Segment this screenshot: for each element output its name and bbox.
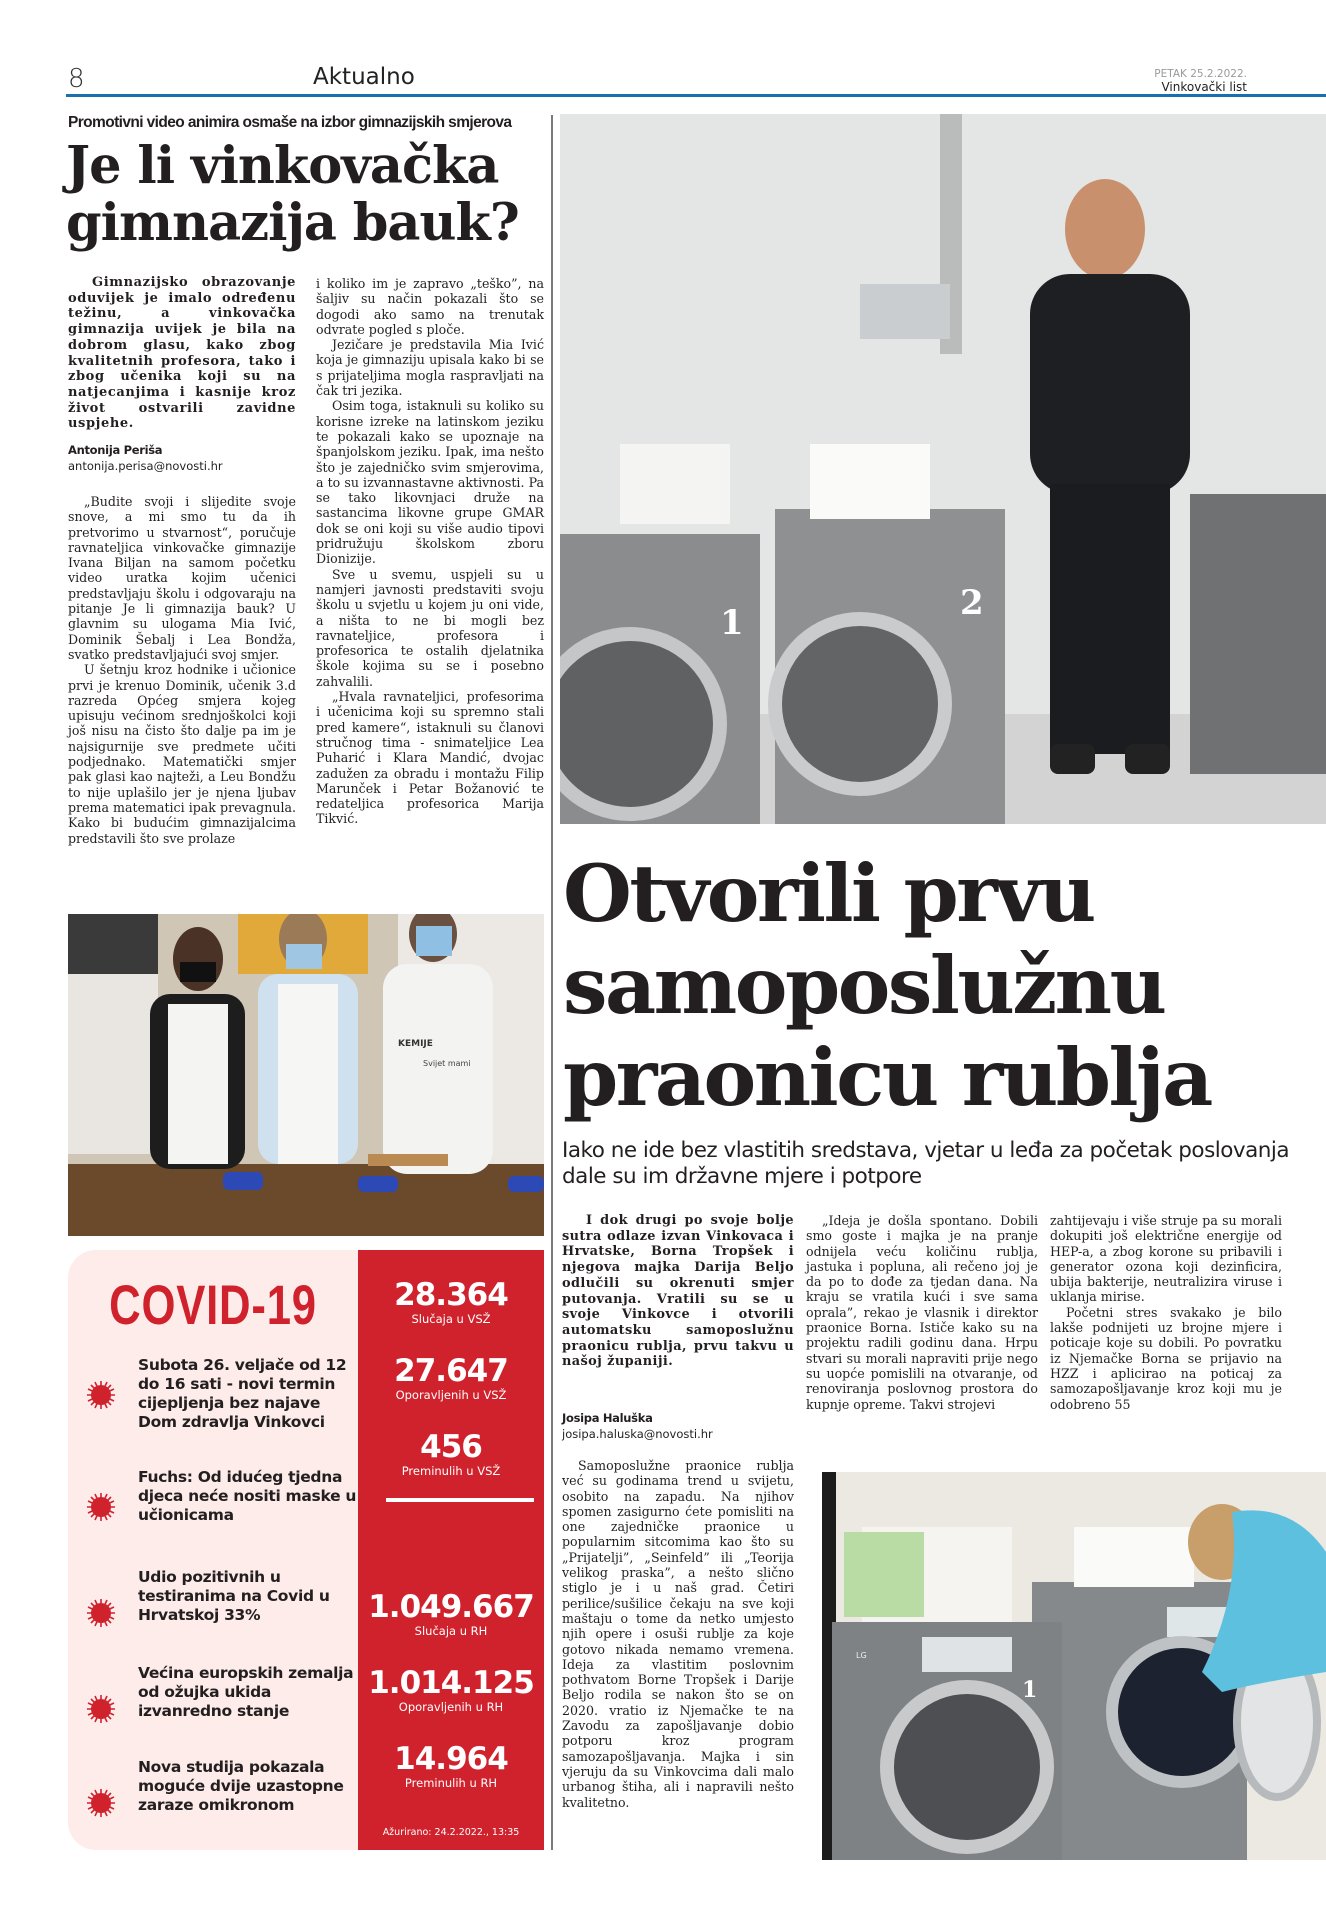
header-rule xyxy=(66,94,1326,97)
lead-paragraph: I dok drugi po svoje bolje sutra odlaze izvan Vinkovaca i Hrvatske, Borna Tropšek i njegova majka Darija Beljo odlučili su okrenuti smjer putovanja. Vratili su se u svoje Vinkovce i otvorili automatsku samoposlužnu praonicu rublja, prvu takvu u našoj županiji. xyxy=(562,1213,794,1370)
stat-county-deaths xyxy=(358,1430,544,1478)
stat-value: 27.647 xyxy=(394,1353,508,1389)
virus-icon xyxy=(86,1492,116,1522)
lead-paragraph: Gimnazijsko obrazovanje oduvijek je imalo određenu težinu, a vinkovačka gimnazija uvijek je bila na dobrom glasu, kako zbog kvalitetnih profesora, tako i zbog učenika koji su na natjecanjima i kasnije kroz život ostvarili zavidne uspjehe. xyxy=(68,275,296,432)
virus-icon xyxy=(86,1694,116,1724)
covid-news-text: Fuchs: Od idućeg tjedna djeca neće nositi maske u učionicama xyxy=(138,1468,357,1524)
stat-label: Preminulih u VSŽ xyxy=(401,1464,501,1478)
stat-country-recovered xyxy=(358,1666,544,1714)
author-email[interactable]: antonija.perisa@novosti.hr xyxy=(68,459,223,473)
covid-title: COVID-19 xyxy=(109,1273,317,1336)
body-paragraph: Osim toga, istaknuli su koliko su korisne izreke na latinskom jeziku te pokazali kako se upoznaje na španjolskom jeziku. Ipak, ima nešto što je zajedničko svim smjerovima, a to su izvannastavne aktivnosti. Pa se tako likovnjaci druže na sastancima likovne grupe GMAR dok se oni koji su više audio tipovi pridružuju školskom zboru Dionizije. xyxy=(316,398,544,567)
stat-country-deaths xyxy=(358,1742,544,1790)
author-name: Josipa Haluška xyxy=(562,1411,653,1425)
covid-news-text: Nova studija pokazala moguće dvije uzastopne zaraze omikronom xyxy=(138,1758,344,1814)
article-headline: Je li vinkovačka gimnazija bauk? xyxy=(66,136,519,253)
stat-value: 1.049.667 xyxy=(368,1589,534,1625)
stat-label: Oporavljenih u VSŽ xyxy=(395,1388,507,1402)
stat-value: 1.014.125 xyxy=(368,1665,534,1701)
stats-updated: Ažurirano: 24.2.2022., 13:35 xyxy=(382,1827,520,1838)
apron-label: KEMIJE xyxy=(398,1039,433,1049)
body-paragraph: Početni stres svakako je bilo lakše podnijeti uz brojne mjere i poticaje koje su dobili. Po povratku iz Njemačke Borna se prijavio na HZZ i aplicirao na poticaj za samozapošljavanje kroz koji mu je odobreno 55 xyxy=(1050,1304,1282,1412)
virus-icon xyxy=(86,1788,116,1818)
article-kicker: Promotivni video animira osmaše na izbor gimnazijskih smjerova xyxy=(68,114,512,131)
body-paragraph: „Ideja je došla spontano. Dobili smo goste i majka je na pranje odnijela veću količinu rublja, jastuka i popluna, ali rečeno joj je da po to dođe za tjedan dana. Na kraju se vratila kući i sve sama oprala”, rekao je vlasnik i direktor praonice Borna. Ističe kako su na projektu radili godinu dana. Hrpu stvari su morali napraviti prije nego su uopće pomislili na otvaranje, od renoviranja poslovnog prostora do kupnje opreme. Takvi strojevi xyxy=(806,1213,1038,1412)
stat-value: 28.364 xyxy=(394,1277,508,1313)
article-lead xyxy=(68,275,296,432)
covid-info-box xyxy=(68,1250,544,1850)
stat-label: Slučaja u VSŽ xyxy=(411,1312,491,1326)
machine-number: 1 xyxy=(1022,1677,1038,1703)
body-paragraph: Jezičare je predstavila Mia Ivić koja je gimnaziju upisala kako bi se s prijateljima mogla raspravljati na čak tri jezika. xyxy=(316,337,544,399)
photo-laundry-woman xyxy=(822,1472,1326,1860)
covid-news-text: Subota 26. veljače od 12 do 16 sati - novi termin cijepljenja bez najave Dom zdravlja Vinkovci xyxy=(138,1356,347,1431)
virus-icon xyxy=(86,1598,116,1628)
publication-name: Vinkovački list xyxy=(1161,80,1247,94)
byline xyxy=(68,442,223,474)
byline xyxy=(562,1410,713,1442)
author-name: Antonija Periša xyxy=(68,443,163,457)
body-paragraph: Sve u svemu, uspjeli su u namjeri javnosti predstaviti svoju školu u svjetlu u kojem ju oni vide, a ništa to ne bi mogli bez ravnateljice, profesora i profesorica te ostalih djelatnika škole kojima su se i posebno zahvalili. xyxy=(316,566,544,689)
stat-county-recovered xyxy=(358,1354,544,1402)
article-lead xyxy=(562,1213,794,1370)
section-title: Aktualno xyxy=(313,64,415,90)
body-paragraph: „Hvala ravnateljici, profesorima i učenicima koji su spremno stali pred kamere“, istaknuli su članovi stručnog tima - snimateljice Lea Puharić i Klara Mandić, dvojac zadužen za obradu i montažu Filip Marunček i Petar Božanović te redateljica profesorica Marija Tikvić. xyxy=(316,689,544,827)
body-paragraph: i koliko im je zapravo „teško”, na šaljiv su način pokazali što se dogodi ako samo na trenutak odvrate pogled s ploče. xyxy=(316,276,544,337)
body-paragraph: U šetnju kroz hodnike i učionice prvi je krenuo Dominik, učenik 3.d razreda Općeg smjera kojeg upisuju većinom srednjoškolci koji još nisu na čisto što dalje pa im je najsigurnije sve predmete učiti podjednako. Matematički smjer pak glasi kao najteži, a Leu Bondžu to nije uplašilo jer je njena ljubav prema matematici ipak prevagnula. Kako bi budućim gimnazijalcima predstavili što sve prolaze xyxy=(68,662,296,846)
column-divider xyxy=(551,115,553,1850)
stat-country-cases xyxy=(358,1590,544,1638)
machine-number: 1 xyxy=(720,603,744,643)
stat-label: Preminulih u RH xyxy=(404,1776,498,1790)
stat-value: 14.964 xyxy=(394,1741,508,1777)
article-body-column-1 xyxy=(562,1458,794,1810)
issue-date: PETAK 25.2.2022. xyxy=(1154,68,1247,80)
machine-number: 2 xyxy=(960,583,984,623)
photo-students-lab xyxy=(68,914,544,1236)
stat-value: 456 xyxy=(420,1429,482,1465)
article-body-column-2 xyxy=(316,276,544,827)
stats-divider xyxy=(386,1498,534,1502)
page-number: 8 xyxy=(68,64,85,94)
article-body-column-1 xyxy=(68,494,296,846)
article-subheadline: Iako ne ide bez vlastitih sredstava, vjetar u leđa za početak poslovanja dale su im državne mjere i potpore xyxy=(562,1138,1290,1189)
photo-laundry-owner xyxy=(560,114,1326,824)
body-paragraph: „Budite svoji i slijedite svoje snove, a mi smo tu da ih pretvorimo u stvarnost“, poručuje ravnateljica vinkovačke gimnazije Ivana Biljan na samom početku video uratka kojim učenici predstavljaju školu i odgovaraju na pitanje Je li gimnazija bauk? U glavnim su ulogama Mia Ivić, Dominik Šebalj i Lea Bondža, svatko predstavljajući svoj smjer. xyxy=(68,494,296,662)
stat-county-cases xyxy=(358,1278,544,1326)
author-email[interactable]: josipa.haluska@novosti.hr xyxy=(562,1427,713,1441)
virus-icon xyxy=(86,1380,116,1410)
covid-stats-panel xyxy=(358,1250,544,1850)
article-body-column-3 xyxy=(1050,1213,1282,1412)
article-headline: Otvorili prvu samoposlužnu praonicu rublja xyxy=(563,847,1211,1124)
body-paragraph: zahtijevaju i više struje pa su morali dokupiti još električne energije od HEP-a, a zbog korone su pribavili i generator ozona koji dezinficira, ubija bakterije, neutralizira viruse i uklanja mirise. xyxy=(1050,1213,1282,1305)
body-paragraph: Samoposlužne praonice rublja već su godinama trend u svijetu, osobito na zapadu. Na njihov spomen zasigurno ćete pomisliti na one zajedničke praonice u popularnim sitcomima kao što su „Prijatelji”, „Seinfeld” ili „Teorija velikog praska”, a nešto slično stiglo je i u naš grad. Četiri perilice/sušilice čekaju na sve koji maštaju o tome da netko umjesto njih opere i osuši rublje za koje gotovo nikada nemamo vremena. Ideja za vlastitim poslovnim pothvatom Borne Tropšek i Darije Beljo rodila se nakon što se on 2020. vratio iz Njemačke te na Zavodu za zapošljavanje dobio potporu kroz program samozapošljavanja. Majka i sin vjeruju da su Vinkovcima dali malo urbanog štiha, ali i napravili nešto kvalitetno. xyxy=(562,1458,794,1810)
article-body-column-2 xyxy=(806,1213,1038,1412)
covid-news-text: Udio pozitivnih u testiranima na Covid u Hrvatskoj 33% xyxy=(138,1568,330,1624)
stat-label: Slučaja u RH xyxy=(414,1624,488,1638)
covid-news-text: Većina europskih zemalja od ožujka ukida izvanredno stanje xyxy=(138,1664,354,1720)
stat-label: Oporavljenih u RH xyxy=(398,1700,504,1714)
machine-brand: LG xyxy=(856,1651,867,1660)
apron-slogan: Svijet mami xyxy=(423,1059,471,1068)
